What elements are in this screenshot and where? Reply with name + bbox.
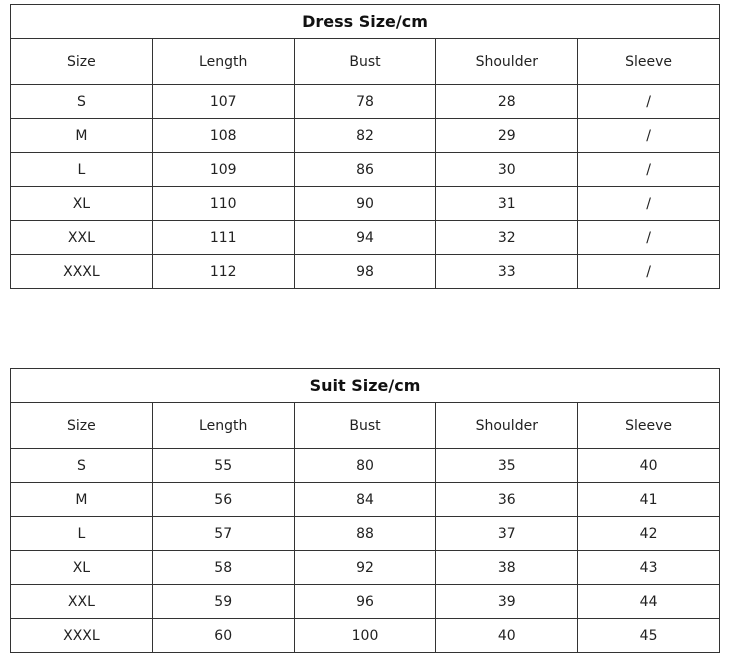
suit-row-xl xyxy=(11,551,720,585)
dress-row-s xyxy=(11,85,720,119)
table-cell: 92 xyxy=(294,551,436,585)
table-cell: / xyxy=(578,187,720,221)
table-cell: / xyxy=(578,85,720,119)
suit-row-s xyxy=(11,449,720,483)
table-cell: / xyxy=(578,153,720,187)
table-cell: 98 xyxy=(294,255,436,289)
table-cell: 38 xyxy=(436,551,578,585)
table-cell: 36 xyxy=(436,483,578,517)
table-cell: M xyxy=(11,119,153,153)
table-cell: 112 xyxy=(152,255,294,289)
table-cell: 110 xyxy=(152,187,294,221)
dress-row-xxl xyxy=(11,221,720,255)
table-cell: 88 xyxy=(294,517,436,551)
suit-header-sleeve: Sleeve xyxy=(578,403,720,449)
dress-header-bust: Bust xyxy=(294,39,436,85)
table-cell: 107 xyxy=(152,85,294,119)
suit-table-title: Suit Size/cm xyxy=(11,369,720,403)
table-cell: 41 xyxy=(578,483,720,517)
suit-header-bust: Bust xyxy=(294,403,436,449)
suit-row-xxxl xyxy=(11,619,720,653)
table-cell: 84 xyxy=(294,483,436,517)
table-cell: M xyxy=(11,483,153,517)
table-cell: L xyxy=(11,517,153,551)
dress-header-row xyxy=(11,39,720,85)
table-cell: XXXL xyxy=(11,255,153,289)
table-cell: 86 xyxy=(294,153,436,187)
table-cell: 43 xyxy=(578,551,720,585)
table-cell: 82 xyxy=(294,119,436,153)
suit-size-table xyxy=(10,368,720,653)
suit-header-row xyxy=(11,403,720,449)
suit-header-size: Size xyxy=(11,403,153,449)
dress-row-m xyxy=(11,119,720,153)
table-cell: 39 xyxy=(436,585,578,619)
dress-row-xl xyxy=(11,187,720,221)
table-cell: 28 xyxy=(436,85,578,119)
table-cell: 42 xyxy=(578,517,720,551)
table-cell: 56 xyxy=(152,483,294,517)
table-cell: 40 xyxy=(578,449,720,483)
table-cell: XXXL xyxy=(11,619,153,653)
table-cell: 90 xyxy=(294,187,436,221)
table-cell: 32 xyxy=(436,221,578,255)
table-cell: 59 xyxy=(152,585,294,619)
table-cell: 31 xyxy=(436,187,578,221)
table-cell: / xyxy=(578,221,720,255)
table-cell: 30 xyxy=(436,153,578,187)
table-cell: 37 xyxy=(436,517,578,551)
table-cell: XL xyxy=(11,551,153,585)
table-cell: 33 xyxy=(436,255,578,289)
table-cell: 44 xyxy=(578,585,720,619)
dress-row-xxxl xyxy=(11,255,720,289)
table-cell: 45 xyxy=(578,619,720,653)
table-cell: 40 xyxy=(436,619,578,653)
table-cell: 111 xyxy=(152,221,294,255)
table-cell: 96 xyxy=(294,585,436,619)
dress-table-title: Dress Size/cm xyxy=(11,5,720,39)
table-cell: 80 xyxy=(294,449,436,483)
table-cell: 58 xyxy=(152,551,294,585)
table-cell: 55 xyxy=(152,449,294,483)
table-cell: 57 xyxy=(152,517,294,551)
dress-header-size: Size xyxy=(11,39,153,85)
table-cell: 109 xyxy=(152,153,294,187)
table-cell: S xyxy=(11,449,153,483)
table-cell: XXL xyxy=(11,221,153,255)
dress-header-shoulder: Shoulder xyxy=(436,39,578,85)
table-cell: 100 xyxy=(294,619,436,653)
suit-row-xxl xyxy=(11,585,720,619)
dress-header-length: Length xyxy=(152,39,294,85)
suit-header-length: Length xyxy=(152,403,294,449)
table-cell: / xyxy=(578,255,720,289)
suit-row-l xyxy=(11,517,720,551)
dress-row-l xyxy=(11,153,720,187)
suit-header-shoulder: Shoulder xyxy=(436,403,578,449)
table-cell: 35 xyxy=(436,449,578,483)
table-cell: 108 xyxy=(152,119,294,153)
table-cell: L xyxy=(11,153,153,187)
table-cell: 60 xyxy=(152,619,294,653)
dress-header-sleeve: Sleeve xyxy=(578,39,720,85)
table-cell: XL xyxy=(11,187,153,221)
table-cell: S xyxy=(11,85,153,119)
suit-row-m xyxy=(11,483,720,517)
table-cell: 94 xyxy=(294,221,436,255)
dress-size-table xyxy=(10,4,720,289)
table-cell: 29 xyxy=(436,119,578,153)
table-cell: 78 xyxy=(294,85,436,119)
table-cell: XXL xyxy=(11,585,153,619)
table-cell: / xyxy=(578,119,720,153)
